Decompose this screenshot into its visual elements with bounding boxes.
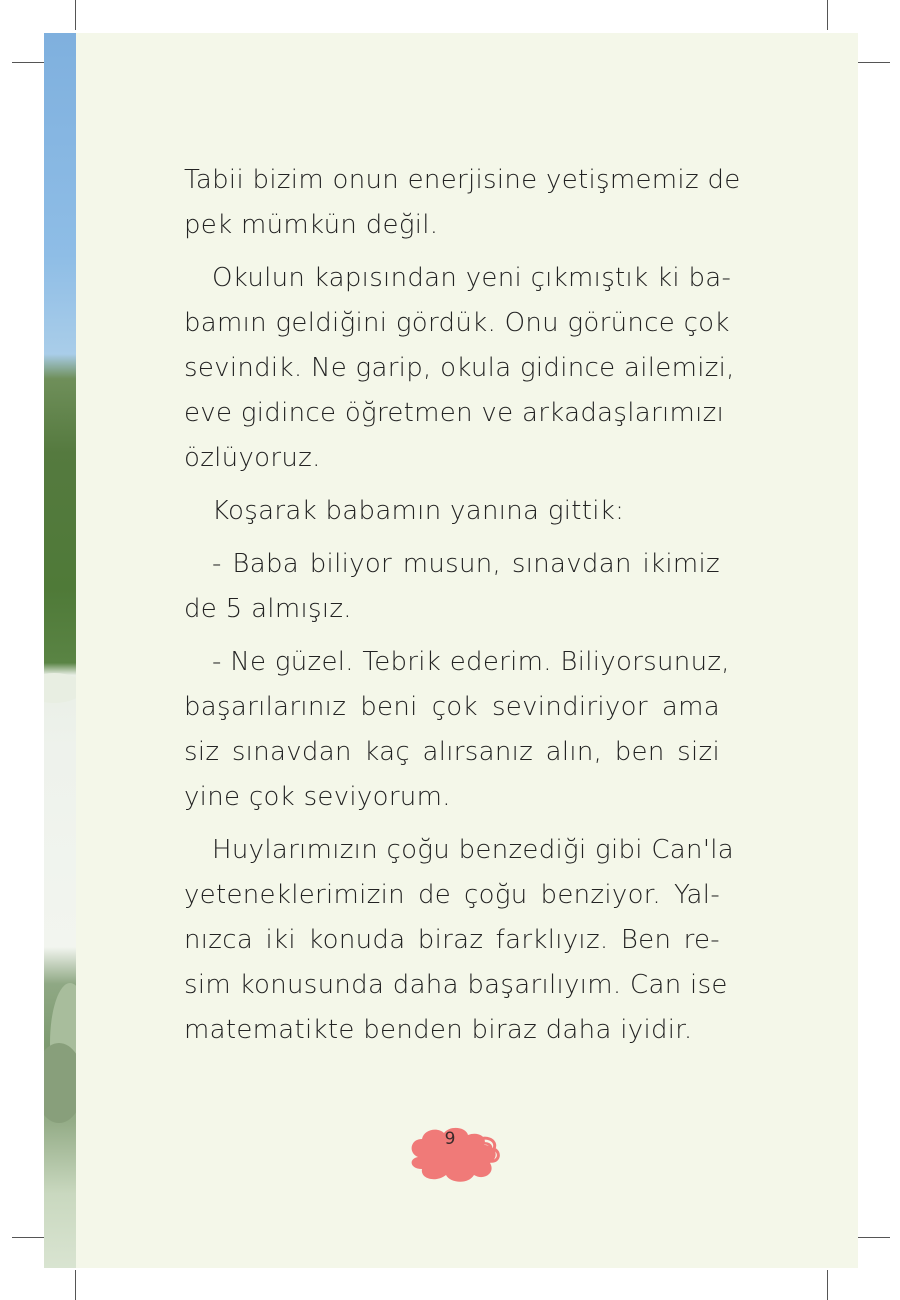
- paragraph: [184, 542, 720, 632]
- page-number-badge: [406, 1123, 506, 1185]
- paragraph: [184, 158, 741, 248]
- text-line: bamın geldiğini gördük. Onu görünce çok: [184, 308, 730, 338]
- text-line: - Ne güzel. Tebrik ederim. Biliyorsunuz,: [212, 647, 730, 677]
- text-line: yine çok seviyorum.: [184, 782, 451, 812]
- text-line: siz sınavdan kaç alırsanız alın, ben sizi: [184, 737, 720, 767]
- adjacent-page-illustration: [44, 33, 76, 1268]
- page-number: 9: [444, 1129, 456, 1149]
- crop-mark: [858, 62, 890, 63]
- crop-mark: [12, 1237, 44, 1238]
- text-line: matematikte benden biraz daha iyidir.: [184, 1015, 693, 1045]
- text-line: özlüyoruz.: [184, 443, 321, 473]
- text-line: de 5 almışız.: [184, 594, 352, 624]
- text-line: Koşarak babamın yanına gittik:: [212, 496, 625, 526]
- text-line: eve gidince öğretmen ve arkadaşlarımızı: [184, 398, 725, 428]
- text-line: pek mümkün değil.: [184, 210, 439, 240]
- paragraph: [184, 256, 735, 481]
- crop-mark: [827, 0, 828, 30]
- text-line: yeteneklerimizin de çoğu benziyor. Yal-: [184, 880, 720, 910]
- text-line: nızca iki konuda biraz farklıyız. Ben re-: [184, 925, 720, 955]
- crop-mark: [75, 0, 76, 30]
- paragraph: [184, 828, 735, 1053]
- crop-mark: [12, 62, 44, 63]
- book-page: [76, 33, 858, 1268]
- crop-mark: [75, 1270, 76, 1300]
- text-line: - Baba biliyor musun, sınavdan ikimiz: [212, 549, 720, 579]
- text-line: sim konusunda daha başarılıyım. Can ise: [184, 970, 728, 1000]
- text-line: Huylarımızın çoğu benzediği gibi Can'la: [212, 835, 735, 865]
- crop-mark: [858, 1237, 890, 1238]
- text-line: Okulun kapısından yeni çıkmıştık ki ba-: [212, 263, 732, 293]
- text-line: başarılarınız beni çok sevindiriyor ama: [184, 692, 720, 722]
- paragraph: [184, 640, 730, 820]
- text-line: sevindik. Ne garip, okula gidince ailemizi,: [184, 353, 735, 383]
- text-line: Tabii bizim onun enerjisine yetişmemiz de: [184, 165, 741, 195]
- crop-mark: [827, 1270, 828, 1300]
- story-text: [184, 158, 741, 1061]
- paragraph: [184, 489, 720, 534]
